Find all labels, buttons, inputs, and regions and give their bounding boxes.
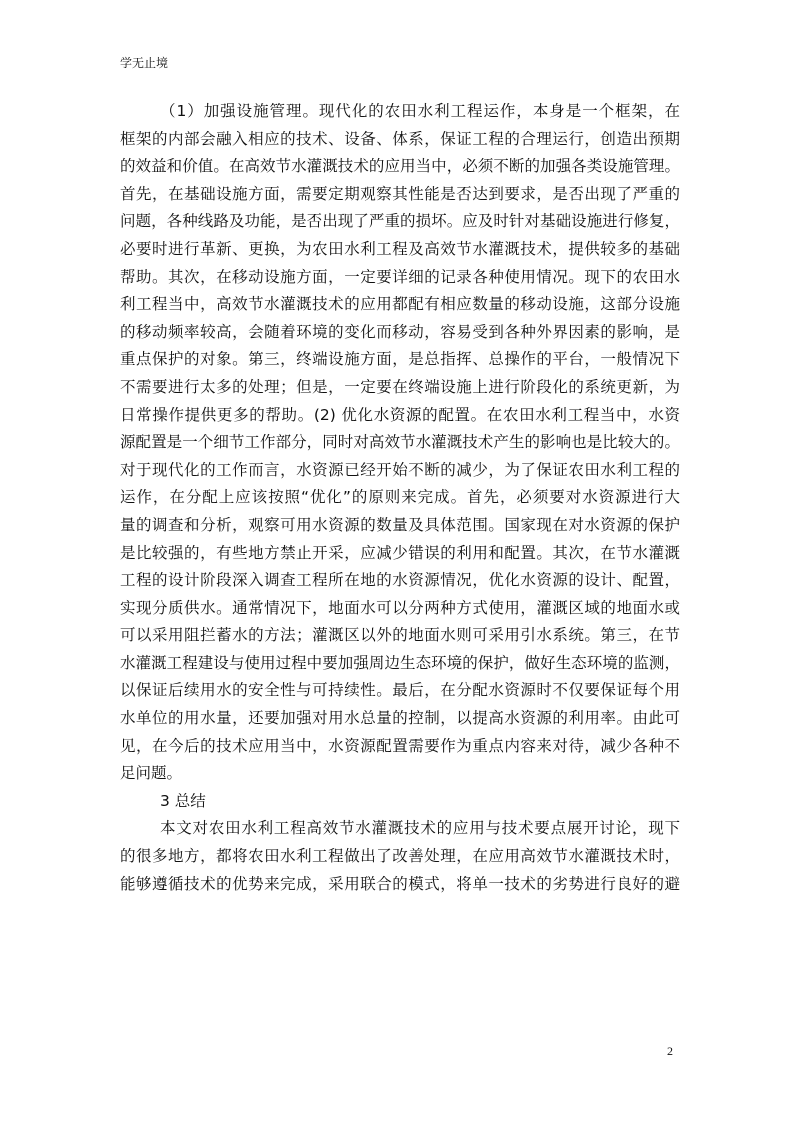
text-line: 的移动频率较高，会随着环境的变化而移动，容易受到各种外界因素的影响，是	[120, 322, 680, 341]
text-line: 框架的内部会融入相应的技术、设备、体系，保证工程的合理运行，创造出预期	[120, 129, 680, 148]
text-line: 问题，各种线路及功能，是否出现了严重的损坏。应及时针对基础设施进行修复，	[120, 212, 680, 231]
text-line: 水灌溉工程建设与使用过程中要加强周边生态环境的保护，做好生态环境的监测，	[120, 653, 680, 672]
section-heading-summary: 3 总结	[160, 791, 206, 810]
text-line: 是比较强的，有些地方禁止开采，应减少错误的利用和配置。其次，在节水灌溉	[120, 543, 680, 562]
paragraph-facility-water	[120, 98, 680, 788]
text-line: 见，在今后的技术应用当中，水资源配置需要作为重点内容来对待，减少各种不	[120, 736, 680, 755]
page-number: 2	[667, 1044, 673, 1058]
text-line: 水单位的用水量，还要加强对用水总量的控制，以提高水资源的利用率。由此可	[120, 709, 680, 728]
text-line: 的效益和价值。在高效节水灌溉技术的应用当中，必须不断的加强各类设施管理。	[120, 157, 680, 176]
paragraph-conclusion	[120, 815, 680, 898]
text-line: 运作，在分配上应该按照“优化”的原则来完成。首先，必须要对水资源进行大	[120, 488, 680, 507]
text-line: 重点保护的对象。第三，终端设施方面，是总指挥、总操作的平台，一般情况下	[120, 350, 680, 369]
text-line: 利工程当中，高效节水灌溉技术的应用都配有相应数量的移动设施，这部分设施	[120, 295, 680, 314]
text-line: 以保证后续用水的安全性与可持续性。最后，在分配水资源时不仅要保证每个用	[120, 681, 680, 700]
text-line: （1）加强设施管理。现代化的农田水利工程运作，本身是一个框架，在	[160, 102, 680, 120]
text-line: 帮助。其次，在移动设施方面，一定要详细的记录各种使用情况。现下的农田水	[120, 267, 680, 286]
text-line: 可以采用阻拦蓄水的方法；灌溉区以外的地面水则可采用引水系统。第三，在节	[120, 626, 680, 645]
text-line: 首先，在基础设施方面，需要定期观察其性能是否达到要求，是否出现了严重的	[120, 184, 680, 203]
text-line: 工程的设计阶段深入调查工程所在地的水资源情况，优化水资源的设计、配置，	[120, 571, 680, 590]
document-body	[120, 98, 680, 898]
text-line: 量的调查和分析，观察可用水资源的数量及具体范围。国家现在对水资源的保护	[120, 515, 680, 534]
text-line: 能够遵循技术的优势来完成，采用联合的模式，将单一技术的劣势进行良好的避	[120, 874, 680, 893]
text-line: 不需要进行太多的处理；但是，一定要在终端设施上进行阶段化的系统更新，为	[120, 377, 680, 396]
page-header: 学无止境	[120, 56, 169, 70]
text-line: 对于现代化的工作而言，水资源已经开始不断的减少，为了保证农田水利工程的	[120, 460, 680, 479]
text-line: 必要时进行革新、更换，为农田水利工程及高效节水灌溉技术，提供较多的基础	[120, 239, 680, 258]
text-line: 日常操作提供更多的帮助。(2) 优化水资源的配置。在农田水利工程当中，水资	[120, 405, 680, 424]
text-line: 的很多地方，都将农田水利工程做出了改善处理，在应用高效节水灌溉技术时，	[120, 847, 680, 866]
text-line: 足问题。	[120, 764, 183, 783]
text-line: 本文对农田水利工程高效节水灌溉技术的应用与技术要点展开讨论，现下	[160, 819, 680, 838]
text-line: 实现分质供水。通常情况下，地面水可以分两种方式使用，灌溉区域的地面水或	[120, 598, 680, 617]
text-line: 源配置是一个细节工作部分，同时对高效节水灌溉技术产生的影响也是比较大的。	[120, 433, 680, 452]
